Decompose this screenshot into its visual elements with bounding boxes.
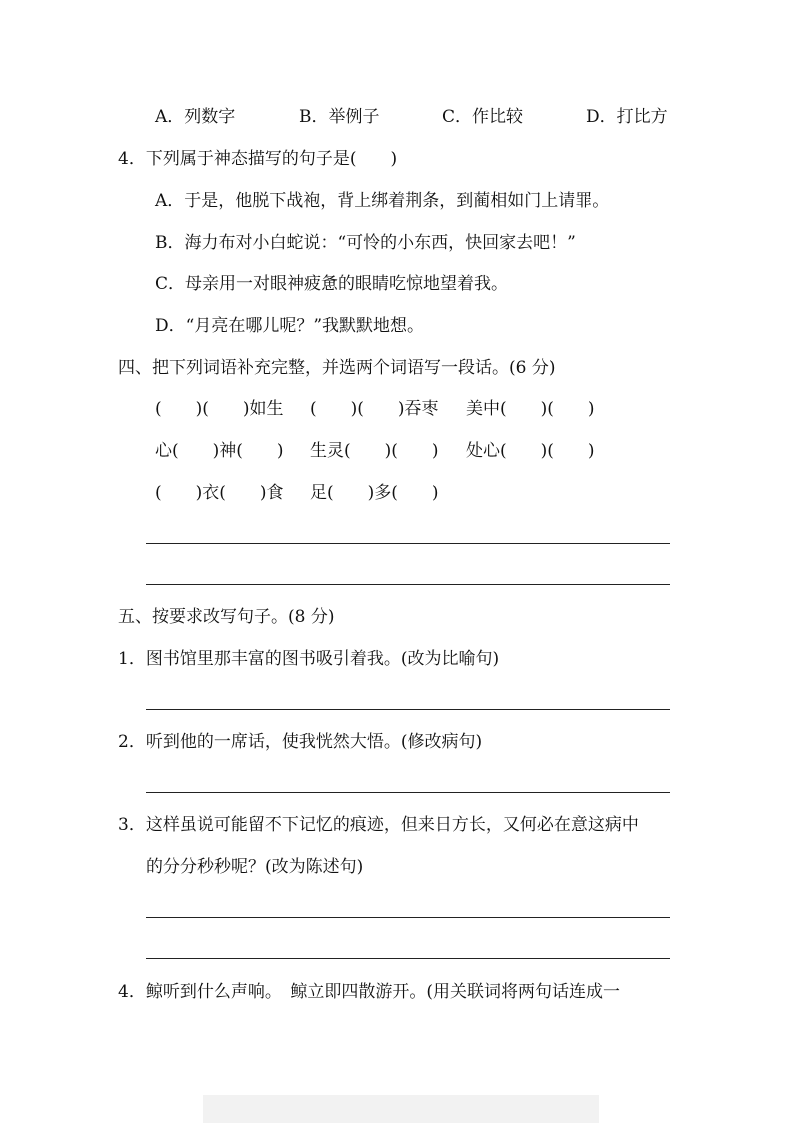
section4-heading: 四、把下列词语补充完整，并选两个词语写一段话。(6 分): [118, 358, 556, 378]
section5-item-1: 1．图书馆里那丰富的图书吸引着我。(改为比喻句): [118, 649, 500, 669]
page-footer-bar: [203, 1095, 599, 1123]
q4-option-a: A．于是，他脱下战袍，背上绑着荆条，到蔺相如门上请罪。: [155, 191, 610, 211]
q4-stem: 4．下列属于神态描写的句子是( ): [118, 149, 398, 169]
idiom-7: ( )衣( )食: [155, 483, 284, 503]
answer-line[interactable]: [146, 584, 670, 585]
section5-item-2: 2．听到他的一席话，使我恍然大悟。(修改病句): [118, 732, 483, 752]
idiom-3: 美中( )( ): [466, 399, 595, 419]
idiom-2: ( )( )吞枣: [310, 399, 439, 419]
q4-option-b: B．海力布对小白蛇说：“可怜的小东西，快回家去吧！”: [155, 233, 576, 253]
answer-line[interactable]: [146, 958, 670, 959]
q4-option-d: D．“月亮在哪儿呢？”我默默地想。: [155, 316, 425, 336]
answer-line[interactable]: [146, 792, 670, 793]
idiom-8: 足( )多( ): [310, 483, 439, 503]
answer-line[interactable]: [146, 543, 670, 544]
section5-item-3-cont: 的分分秒秒呢？(改为陈述句): [146, 857, 364, 877]
q3-option-c: C．作比较: [442, 107, 524, 127]
section5-item-4: 4．鲸听到什么声响。 鲸立即四散游开。(用关联词将两句话连成一: [118, 982, 620, 1002]
section5-item-3: 3．这样虽说可能留不下记忆的痕迹，但来日方长，又何必在意这病中: [118, 815, 639, 835]
q4-option-c: C．母亲用一对眼神疲惫的眼睛吃惊地望着我。: [155, 274, 509, 294]
section5-heading: 五、按要求改写句子。(8 分): [118, 607, 335, 627]
answer-line[interactable]: [146, 917, 670, 918]
idiom-6: 处心( )( ): [466, 441, 595, 461]
idiom-4: 心( )神( ): [155, 441, 284, 461]
idiom-1: ( )( )如生: [155, 399, 284, 419]
answer-line[interactable]: [146, 709, 670, 710]
q3-option-a: A．列数字: [155, 107, 236, 127]
q3-option-b: B．举例子: [299, 107, 380, 127]
q3-option-d: D．打比方: [586, 107, 668, 127]
idiom-5: 生灵( )( ): [310, 441, 439, 461]
